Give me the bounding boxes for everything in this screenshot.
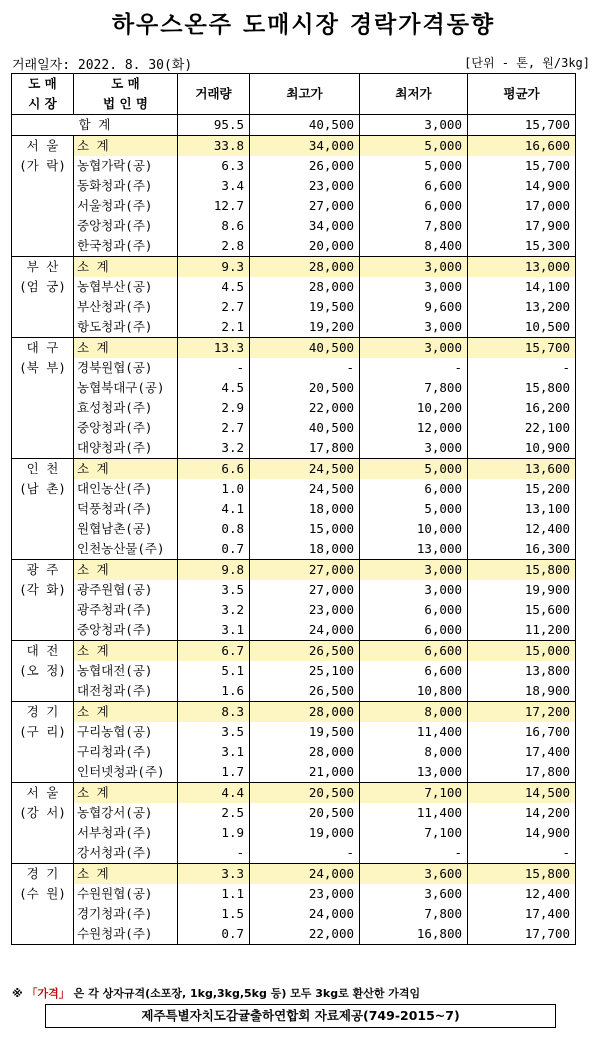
- table-row: [12, 499, 576, 519]
- volume-cell: 2.8: [178, 236, 250, 257]
- corp-name: 소 계: [74, 783, 178, 804]
- corp-name: 소 계: [74, 257, 178, 278]
- market-location: (남 촌): [19, 481, 66, 496]
- avg-price-cell: 13,200: [468, 297, 576, 317]
- min-price-cell: 3,600: [360, 864, 468, 885]
- min-price-cell: 10,200: [360, 398, 468, 418]
- min-price-cell: 3,000: [360, 277, 468, 297]
- max-price-cell: 34,000: [250, 136, 360, 157]
- grand-total-max: 40,500: [250, 115, 360, 136]
- corp-name: 경북원협(공): [74, 358, 178, 378]
- min-price-cell: 6,600: [360, 661, 468, 681]
- max-price-cell: 40,500: [250, 338, 360, 359]
- grand-total-row: [12, 115, 576, 136]
- corp-name: 광주원협(공): [74, 580, 178, 600]
- table-row: [12, 681, 576, 702]
- max-price-cell: 40,500: [250, 418, 360, 438]
- volume-cell: -: [178, 358, 250, 378]
- volume-cell: 2.7: [178, 418, 250, 438]
- volume-cell: 2.7: [178, 297, 250, 317]
- table-row: [12, 600, 576, 620]
- volume-cell: 13.3: [178, 338, 250, 359]
- min-price-cell: 3,000: [360, 438, 468, 459]
- volume-cell: 6.7: [178, 641, 250, 662]
- volume-cell: 12.7: [178, 196, 250, 216]
- unit-label: [단위 - 톤, 원/3kg]: [464, 56, 590, 70]
- volume-cell: 0.8: [178, 519, 250, 539]
- corp-name: 소 계: [74, 136, 178, 157]
- avg-price-cell: 13,800: [468, 661, 576, 681]
- subtotal-row: [12, 338, 576, 359]
- market-location: (강 서): [19, 805, 66, 820]
- max-price-cell: 15,000: [250, 519, 360, 539]
- max-price-cell: 27,000: [250, 196, 360, 216]
- avg-price-cell: 18,900: [468, 681, 576, 702]
- corp-name: 인천농산물(주): [74, 539, 178, 560]
- subtotal-row: [12, 641, 576, 662]
- volume-cell: 2.9: [178, 398, 250, 418]
- market-name: 인 천: [26, 461, 59, 476]
- max-price-cell: 22,000: [250, 398, 360, 418]
- market-name: 광 주: [26, 562, 59, 577]
- max-price-cell: 19,500: [250, 297, 360, 317]
- volume-cell: 9.3: [178, 257, 250, 278]
- corp-name: 소 계: [74, 641, 178, 662]
- max-price-cell: 27,000: [250, 580, 360, 600]
- min-price-cell: 6,600: [360, 641, 468, 662]
- avg-price-cell: 15,000: [468, 641, 576, 662]
- market-name: 대 구: [26, 340, 59, 355]
- avg-price-cell: 10,900: [468, 438, 576, 459]
- market-name: 경 기: [26, 704, 59, 719]
- volume-cell: 1.5: [178, 904, 250, 924]
- min-price-cell: 10,000: [360, 519, 468, 539]
- footnote-text: 은 각 상자규격(소포장, 1kg,3kg,5kg 등) 모두 3kg로 환산한 가격임: [73, 987, 421, 1000]
- min-price-cell: 12,000: [360, 418, 468, 438]
- min-price-cell: 13,000: [360, 762, 468, 783]
- max-price-cell: 26,000: [250, 156, 360, 176]
- min-price-cell: -: [360, 358, 468, 378]
- table-row: [12, 297, 576, 317]
- max-price-cell: -: [250, 358, 360, 378]
- table-row: [12, 438, 576, 459]
- grand-total-avg: 15,700: [468, 115, 576, 136]
- table-row: [12, 722, 576, 742]
- volume-cell: 2.1: [178, 317, 250, 338]
- table-row: [12, 176, 576, 196]
- avg-price-cell: 17,800: [468, 762, 576, 783]
- market-region-cell: [12, 257, 74, 338]
- avg-price-cell: 17,000: [468, 196, 576, 216]
- avg-price-cell: 13,600: [468, 459, 576, 480]
- corp-name: 덕풍청과(주): [74, 499, 178, 519]
- min-price-cell: 8,000: [360, 742, 468, 762]
- max-price-cell: 34,000: [250, 216, 360, 236]
- corp-name: 농협가락(공): [74, 156, 178, 176]
- grand-total-min: 3,000: [360, 115, 468, 136]
- market-location: (각 화): [19, 582, 66, 597]
- avg-price-cell: 13,100: [468, 499, 576, 519]
- table-row: [12, 580, 576, 600]
- market-name: 경 기: [26, 866, 59, 881]
- header-volume: 거래량: [178, 74, 250, 115]
- avg-price-cell: 14,900: [468, 176, 576, 196]
- corp-name: 소 계: [74, 459, 178, 480]
- avg-price-cell: 15,700: [468, 338, 576, 359]
- table-row: [12, 661, 576, 681]
- corp-name: 수원청과(주): [74, 924, 178, 945]
- corp-name: 동화청과(주): [74, 176, 178, 196]
- max-price-cell: 20,000: [250, 236, 360, 257]
- max-price-cell: 28,000: [250, 257, 360, 278]
- table-row: [12, 539, 576, 560]
- market-region-cell: [12, 459, 74, 560]
- min-price-cell: 8,000: [360, 702, 468, 723]
- table-row: [12, 358, 576, 378]
- table-row: [12, 418, 576, 438]
- avg-price-cell: 19,900: [468, 580, 576, 600]
- avg-price-cell: 14,100: [468, 277, 576, 297]
- volume-cell: 3.5: [178, 580, 250, 600]
- max-price-cell: 23,000: [250, 600, 360, 620]
- max-price-cell: 28,000: [250, 742, 360, 762]
- table-row: [12, 884, 576, 904]
- corp-name: 중앙청과(주): [74, 418, 178, 438]
- market-name: 부 산: [26, 259, 59, 274]
- avg-price-cell: 17,200: [468, 702, 576, 723]
- min-price-cell: 6,000: [360, 620, 468, 641]
- table-row: [12, 843, 576, 864]
- avg-price-cell: 15,700: [468, 156, 576, 176]
- table-row: [12, 378, 576, 398]
- market-location: (구 리): [19, 724, 66, 739]
- min-price-cell: -: [360, 843, 468, 864]
- avg-price-cell: 17,400: [468, 904, 576, 924]
- min-price-cell: 3,000: [360, 560, 468, 581]
- corp-name: 서부청과(주): [74, 823, 178, 843]
- min-price-cell: 3,600: [360, 884, 468, 904]
- corp-name: 구리농협(공): [74, 722, 178, 742]
- page-title: 하우스온주 도매시장 경락가격동향: [111, 12, 496, 38]
- min-price-cell: 16,800: [360, 924, 468, 945]
- table-row: [12, 196, 576, 216]
- max-price-cell: 21,000: [250, 762, 360, 783]
- max-price-cell: 27,000: [250, 560, 360, 581]
- volume-cell: 8.3: [178, 702, 250, 723]
- max-price-cell: 23,000: [250, 176, 360, 196]
- market-location: (오 정): [19, 663, 66, 678]
- table-row: [12, 904, 576, 924]
- max-price-cell: 19,000: [250, 823, 360, 843]
- min-price-cell: 5,000: [360, 459, 468, 480]
- corp-name: 수원원협(공): [74, 884, 178, 904]
- table-row: [12, 762, 576, 783]
- avg-price-cell: 10,500: [468, 317, 576, 338]
- volume-cell: 1.0: [178, 479, 250, 499]
- table-row: [12, 803, 576, 823]
- volume-cell: 1.9: [178, 823, 250, 843]
- avg-price-cell: 14,900: [468, 823, 576, 843]
- market-region-cell: [12, 338, 74, 459]
- grand-total-volume: 95.5: [178, 115, 250, 136]
- corp-name: 대인농산(주): [74, 479, 178, 499]
- avg-price-cell: 17,700: [468, 924, 576, 945]
- corp-name: 대양청과(주): [74, 438, 178, 459]
- table-row: [12, 742, 576, 762]
- volume-cell: 3.1: [178, 620, 250, 641]
- subtotal-row: [12, 702, 576, 723]
- min-price-cell: 5,000: [360, 499, 468, 519]
- grand-total-label: 합 계: [12, 115, 178, 136]
- market-name: 서 울: [26, 785, 59, 800]
- corp-name: 서울청과(주): [74, 196, 178, 216]
- avg-price-cell: 17,900: [468, 216, 576, 236]
- header-max-price: 최고가: [250, 74, 360, 115]
- volume-cell: 2.5: [178, 803, 250, 823]
- table-row: [12, 479, 576, 499]
- min-price-cell: 8,400: [360, 236, 468, 257]
- header-corp-line2: 법 인 명: [103, 96, 148, 111]
- header-corp: [74, 74, 178, 115]
- volume-cell: 8.6: [178, 216, 250, 236]
- volume-cell: 3.1: [178, 742, 250, 762]
- table-row: [12, 519, 576, 539]
- min-price-cell: 5,000: [360, 156, 468, 176]
- max-price-cell: 20,500: [250, 783, 360, 804]
- max-price-cell: 26,500: [250, 681, 360, 702]
- min-price-cell: 6,000: [360, 196, 468, 216]
- avg-price-cell: 11,200: [468, 620, 576, 641]
- avg-price-cell: 15,800: [468, 378, 576, 398]
- volume-cell: 3.2: [178, 600, 250, 620]
- header-corp-line1: 도 매: [111, 76, 140, 91]
- max-price-cell: 25,100: [250, 661, 360, 681]
- source-credit: 제주특별자치도감귤출하연합회 자료제공(749-2015~7): [45, 1004, 556, 1028]
- min-price-cell: 7,100: [360, 823, 468, 843]
- trade-date: 거래일자: 2022. 8. 30(화): [12, 58, 193, 73]
- market-region-cell: [12, 783, 74, 864]
- min-price-cell: 7,800: [360, 216, 468, 236]
- max-price-cell: 28,000: [250, 702, 360, 723]
- corp-name: 광주청과(주): [74, 600, 178, 620]
- table-row: [12, 236, 576, 257]
- corp-name: 소 계: [74, 560, 178, 581]
- volume-cell: 4.1: [178, 499, 250, 519]
- market-region-cell: [12, 864, 74, 945]
- header-market: [12, 74, 74, 115]
- avg-price-cell: -: [468, 358, 576, 378]
- avg-price-cell: -: [468, 843, 576, 864]
- max-price-cell: 17,800: [250, 438, 360, 459]
- min-price-cell: 6,600: [360, 176, 468, 196]
- market-location: (엄 궁): [19, 279, 66, 294]
- avg-price-cell: 13,000: [468, 257, 576, 278]
- corp-name: 원협남촌(공): [74, 519, 178, 539]
- max-price-cell: 18,000: [250, 499, 360, 519]
- min-price-cell: 3,000: [360, 580, 468, 600]
- header-market-line2: 시 장: [28, 96, 57, 111]
- min-price-cell: 5,000: [360, 136, 468, 157]
- market-location: (가 락): [19, 158, 66, 173]
- avg-price-cell: 15,800: [468, 864, 576, 885]
- avg-price-cell: 15,600: [468, 600, 576, 620]
- corp-name: 구리청과(주): [74, 742, 178, 762]
- table-row: [12, 620, 576, 641]
- min-price-cell: 13,000: [360, 539, 468, 560]
- volume-cell: 1.6: [178, 681, 250, 702]
- avg-price-cell: 16,700: [468, 722, 576, 742]
- max-price-cell: 19,200: [250, 317, 360, 338]
- market-location: (북 부): [19, 360, 66, 375]
- volume-cell: 33.8: [178, 136, 250, 157]
- footnote-price-term: 「가격」: [26, 987, 70, 1000]
- min-price-cell: 11,400: [360, 803, 468, 823]
- max-price-cell: 24,000: [250, 620, 360, 641]
- volume-cell: 4.5: [178, 378, 250, 398]
- min-price-cell: 3,000: [360, 338, 468, 359]
- corp-name: 소 계: [74, 338, 178, 359]
- corp-name: 농협북대구(공): [74, 378, 178, 398]
- avg-price-cell: 15,300: [468, 236, 576, 257]
- table-row: [12, 823, 576, 843]
- max-price-cell: 20,500: [250, 378, 360, 398]
- avg-price-cell: 15,800: [468, 560, 576, 581]
- table-row: [12, 317, 576, 338]
- subtotal-row: [12, 560, 576, 581]
- volume-cell: 6.3: [178, 156, 250, 176]
- table-row: [12, 156, 576, 176]
- max-price-cell: -: [250, 843, 360, 864]
- market-region-cell: [12, 702, 74, 783]
- corp-name: 대전청과(주): [74, 681, 178, 702]
- volume-cell: 3.4: [178, 176, 250, 196]
- corp-name: 부산청과(주): [74, 297, 178, 317]
- min-price-cell: 11,400: [360, 722, 468, 742]
- volume-cell: -: [178, 843, 250, 864]
- footnote: [12, 985, 420, 1001]
- max-price-cell: 28,000: [250, 277, 360, 297]
- market-region-cell: [12, 136, 74, 257]
- volume-cell: 0.7: [178, 924, 250, 945]
- volume-cell: 9.8: [178, 560, 250, 581]
- avg-price-cell: 16,200: [468, 398, 576, 418]
- volume-cell: 1.7: [178, 762, 250, 783]
- max-price-cell: 24,500: [250, 479, 360, 499]
- header-avg-price: 평균가: [468, 74, 576, 115]
- price-table: [11, 73, 576, 945]
- min-price-cell: 9,600: [360, 297, 468, 317]
- subtotal-row: [12, 136, 576, 157]
- avg-price-cell: 17,400: [468, 742, 576, 762]
- volume-cell: 1.1: [178, 884, 250, 904]
- subtotal-row: [12, 864, 576, 885]
- max-price-cell: 24,000: [250, 904, 360, 924]
- volume-cell: 3.3: [178, 864, 250, 885]
- max-price-cell: 24,500: [250, 459, 360, 480]
- corp-name: 경기청과(주): [74, 904, 178, 924]
- table-row: [12, 398, 576, 418]
- corp-name: 중앙청과(주): [74, 216, 178, 236]
- min-price-cell: 6,000: [360, 479, 468, 499]
- corp-name: 효성청과(주): [74, 398, 178, 418]
- market-region-cell: [12, 641, 74, 702]
- volume-cell: 5.1: [178, 661, 250, 681]
- max-price-cell: 22,000: [250, 924, 360, 945]
- min-price-cell: 6,000: [360, 600, 468, 620]
- table-body: [12, 115, 576, 945]
- volume-cell: 4.5: [178, 277, 250, 297]
- avg-price-cell: 14,200: [468, 803, 576, 823]
- volume-cell: 3.2: [178, 438, 250, 459]
- corp-name: 소 계: [74, 702, 178, 723]
- min-price-cell: 3,000: [360, 317, 468, 338]
- volume-cell: 6.6: [178, 459, 250, 480]
- avg-price-cell: 16,300: [468, 539, 576, 560]
- corp-name: 중앙청과(주): [74, 620, 178, 641]
- avg-price-cell: 12,400: [468, 519, 576, 539]
- corp-name: 강서청과(주): [74, 843, 178, 864]
- corp-name: 인터넷청과(주): [74, 762, 178, 783]
- header-market-line1: 도 매: [28, 76, 57, 91]
- min-price-cell: 7,800: [360, 378, 468, 398]
- avg-price-cell: 16,600: [468, 136, 576, 157]
- header-min-price: 최저가: [360, 74, 468, 115]
- avg-price-cell: 22,100: [468, 418, 576, 438]
- max-price-cell: 24,000: [250, 864, 360, 885]
- corp-name: 농협부산(공): [74, 277, 178, 297]
- min-price-cell: 7,100: [360, 783, 468, 804]
- subtotal-row: [12, 783, 576, 804]
- min-price-cell: 7,800: [360, 904, 468, 924]
- corp-name: 한국청과(주): [74, 236, 178, 257]
- avg-price-cell: 12,400: [468, 884, 576, 904]
- market-name: 대 전: [26, 643, 59, 658]
- market-location: (수 원): [19, 886, 66, 901]
- corp-name: 항도청과(주): [74, 317, 178, 338]
- min-price-cell: 3,000: [360, 257, 468, 278]
- subtotal-row: [12, 257, 576, 278]
- table-row: [12, 216, 576, 236]
- max-price-cell: 18,000: [250, 539, 360, 560]
- market-region-cell: [12, 560, 74, 641]
- max-price-cell: 26,500: [250, 641, 360, 662]
- corp-name: 농협강서(공): [74, 803, 178, 823]
- subtotal-row: [12, 459, 576, 480]
- table-row: [12, 924, 576, 945]
- max-price-cell: 23,000: [250, 884, 360, 904]
- avg-price-cell: 14,500: [468, 783, 576, 804]
- market-name: 서 울: [26, 138, 59, 153]
- table-row: [12, 277, 576, 297]
- min-price-cell: 10,800: [360, 681, 468, 702]
- max-price-cell: 20,500: [250, 803, 360, 823]
- volume-cell: 0.7: [178, 539, 250, 560]
- footnote-mark: ※: [12, 987, 23, 1000]
- volume-cell: 4.4: [178, 783, 250, 804]
- volume-cell: 3.5: [178, 722, 250, 742]
- avg-price-cell: 15,200: [468, 479, 576, 499]
- max-price-cell: 19,500: [250, 722, 360, 742]
- corp-name: 소 계: [74, 864, 178, 885]
- corp-name: 농협대전(공): [74, 661, 178, 681]
